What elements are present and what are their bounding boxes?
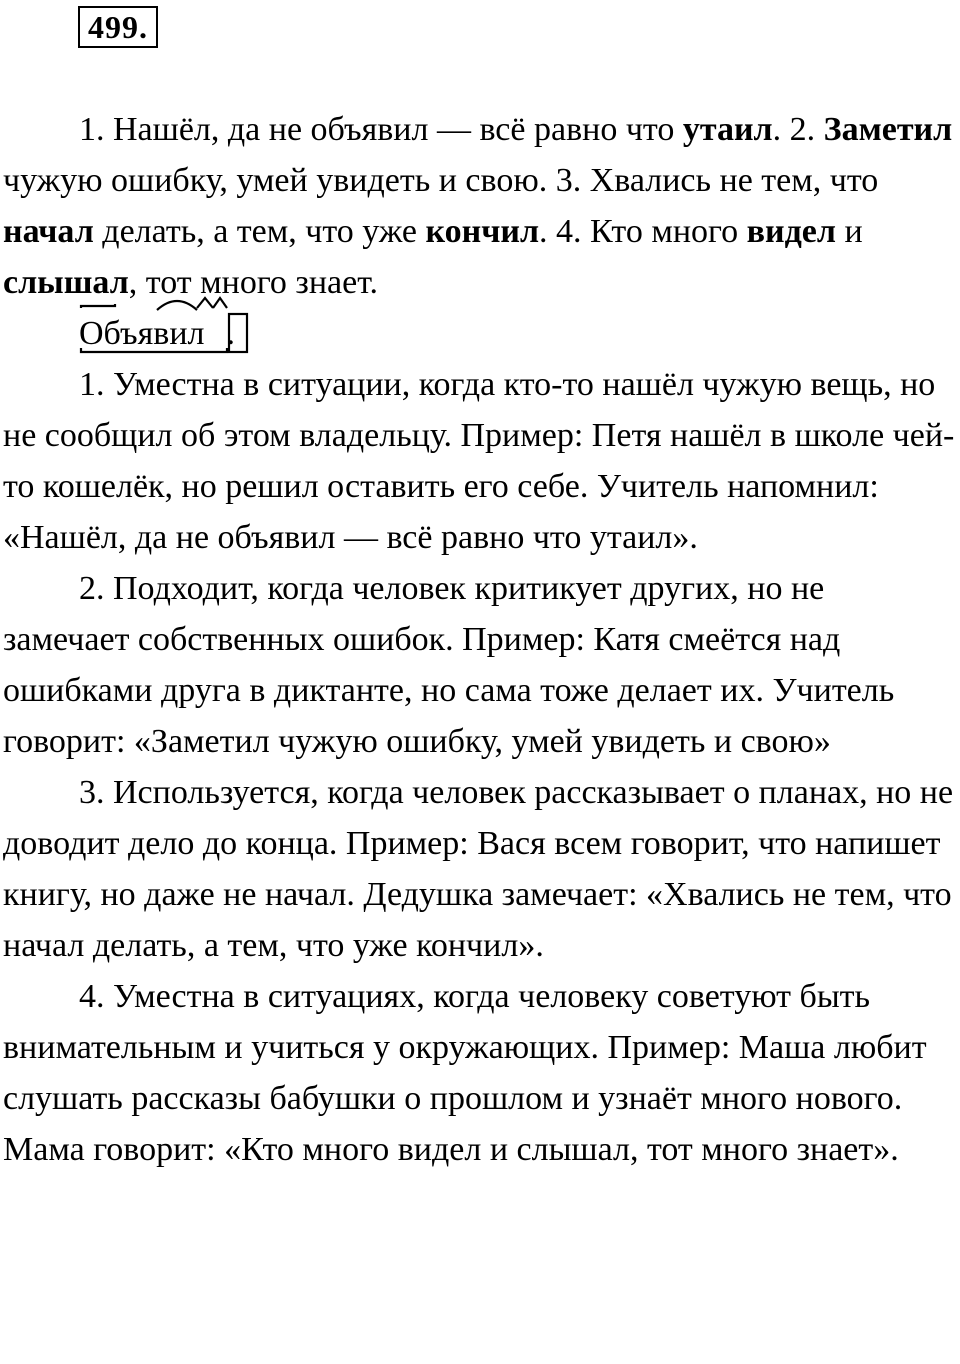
stem-mark	[81, 348, 227, 352]
morpheme-word	[79, 308, 226, 359]
bold-word: начал	[3, 213, 94, 250]
suffix: и	[169, 315, 188, 352]
morpheme-marks	[79, 294, 259, 356]
exercise-number: 499.	[78, 6, 158, 48]
separator-sign: ъ	[120, 315, 138, 352]
text-run: делать, а тем, что уже	[93, 213, 426, 250]
source-sentences	[3, 104, 959, 308]
suffix-past: л	[187, 315, 205, 352]
text-run: , тот много знает.	[128, 264, 379, 301]
text-run: 1. Нашёл, да не объявил — всё равно что	[79, 111, 683, 148]
prefix-mark	[81, 304, 115, 308]
bold-word: видел	[746, 213, 836, 250]
suffix-mark	[197, 298, 213, 308]
text-run: и	[835, 213, 863, 250]
morpheme-dot: .	[226, 315, 235, 352]
morpheme-analysis	[3, 308, 959, 359]
explanation-3: 3. Используется, когда человек рассказывает о планах, но не доводит дело до конца. Пример: Вася всем говорит, что напишет книгу, но даже не начал. Дедушка замечает: «Хвались не тем, что начал делать, а тем, что уже кончил».	[3, 774, 954, 964]
bold-word: Заметил	[823, 111, 953, 148]
text-run: . 4. Кто много	[539, 213, 747, 250]
suffix-mark	[213, 298, 227, 308]
text-run: чужую ошибку, умей увидеть и свою. 3. Хвались не тем, что	[3, 162, 879, 199]
root: яв	[137, 315, 170, 352]
exercise-text	[3, 104, 959, 1175]
prefix: Об	[79, 315, 121, 352]
ending-mark	[229, 314, 247, 352]
bold-word: кончил	[425, 213, 540, 250]
bold-word: утаил	[682, 111, 773, 148]
explanation-1: 1. Уместна в ситуации, когда кто-то нашёл чужую вещь, но не сообщил об этом владельцу. Пример: Петя нашёл в школе чей-то кошелёк, но решил оставить его себе. Учитель напомнил: «Нашёл, да не объявил — всё равно что утаил».	[3, 366, 955, 556]
text-run: . 2.	[772, 111, 824, 148]
root-mark	[157, 301, 197, 310]
explanation-2: 2. Подходит, когда человек критикует других, но не замечает собственных ошибок. Пример: Катя смеётся над ошибками друга в диктанте, но сама тоже делает их. Учитель говорит: «Заметил чужую ошибку, умей увидеть и свою»	[3, 570, 895, 760]
explanation-4: 4. Уместна в ситуациях, когда человеку советуют быть внимательным и учиться у окружающих. Пример: Маша любит слушать рассказы бабушки о прошлом и узнаёт много нового. Мама говорит: «Кто много видел и слышал, тот много знает».	[3, 978, 927, 1168]
bold-word: слышал	[3, 264, 129, 301]
